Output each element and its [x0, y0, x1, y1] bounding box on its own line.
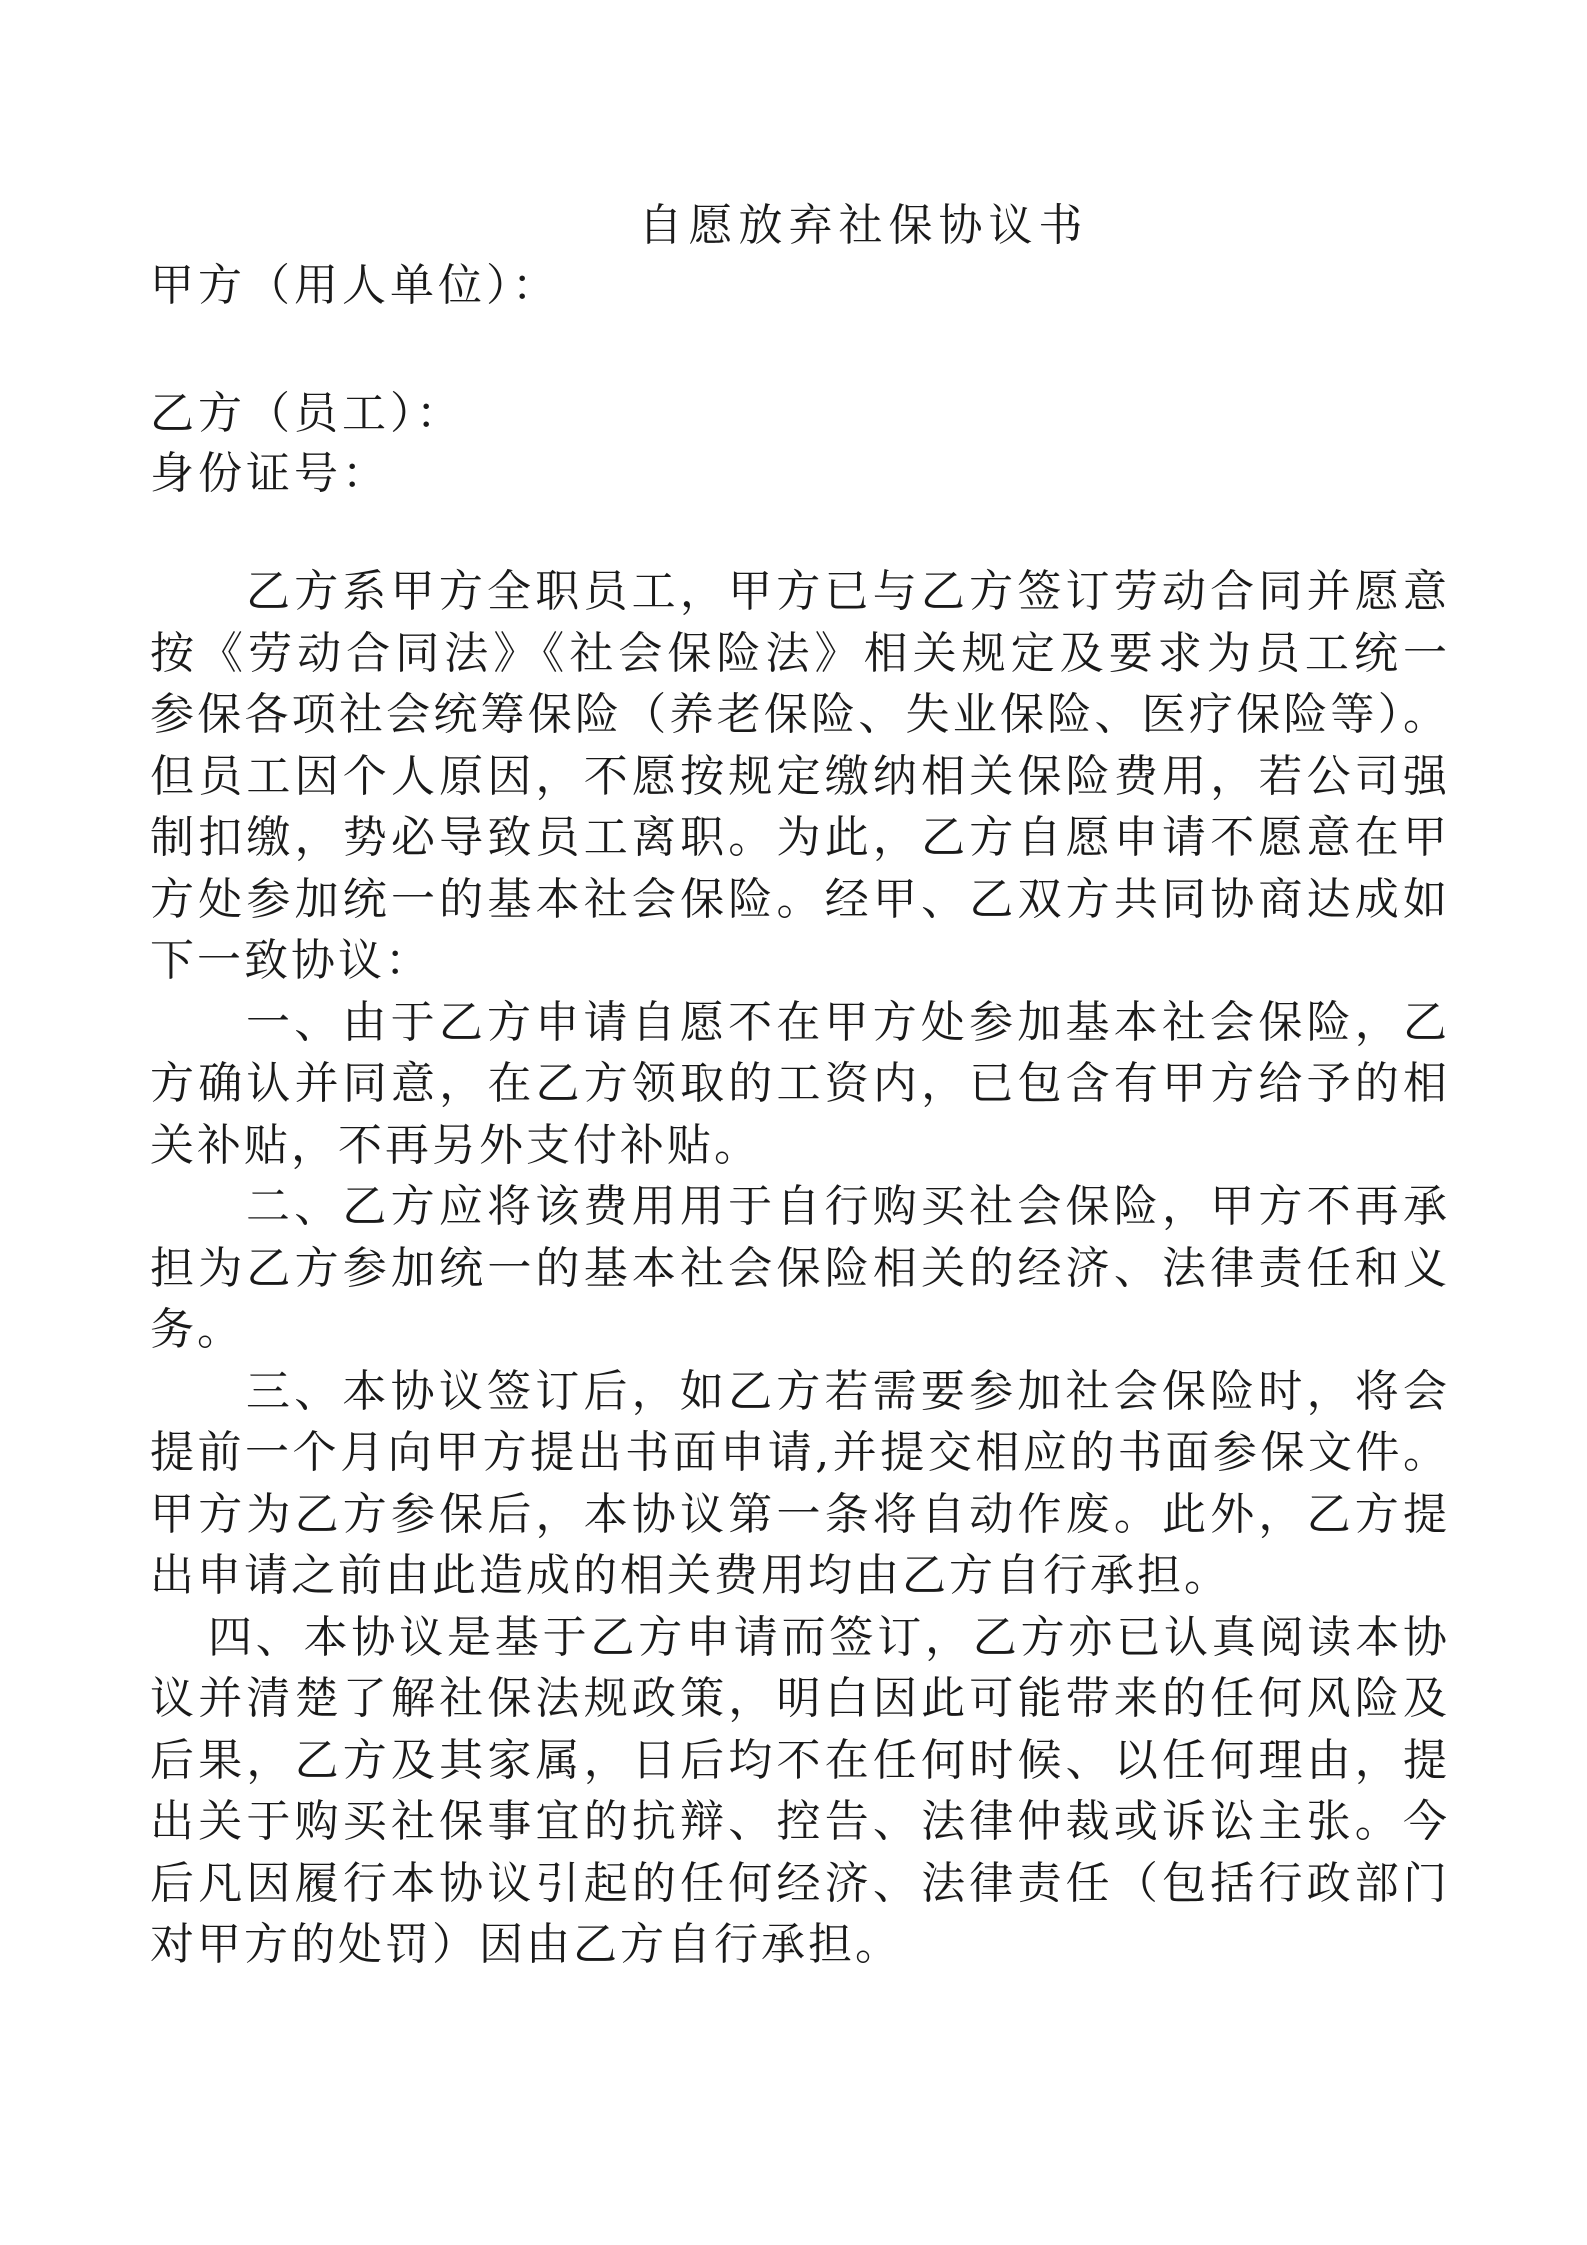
- document-title: 自愿放弃社保协议书: [638, 200, 1089, 251]
- clause-4-line: 四、本协议是基于乙方申请而签订，乙方亦已认真阅读本协: [208, 1611, 1450, 1663]
- clause-4-line: 出关于购买社保事宜的抗辩、控告、法律仲裁或诉讼主张。今: [150, 1796, 1450, 1847]
- clause-4-line: 后凡因履行本协议引起的任何经济、法律责任（包括行政部门: [150, 1857, 1450, 1909]
- clause-3-line: 出申请之前由此造成的相关费用均由乙方自行承担。: [150, 1550, 1231, 1601]
- clause-3-line: 提前一个月向甲方提出书面申请,并提交相应的书面参保文件。: [150, 1427, 1450, 1478]
- body-line: 按《劳动合同法》《社会保险法》相关规定及要求为员工统一: [150, 627, 1450, 679]
- body-line: 方处参加统一的基本社会保险。经甲、乙双方共同协商达成如: [150, 873, 1450, 925]
- body-line: 参保各项社会统筹保险（养老保险、失业保险、医疗保险等）。: [150, 689, 1450, 740]
- body-line: 但员工因个人原因，不愿按规定缴纳相关保险费用，若公司强: [150, 750, 1450, 802]
- clause-3-line: 三、本协议签订后，如乙方若需要参加社会保险时，将会: [246, 1365, 1450, 1417]
- body-line: 下一致协议：: [150, 935, 432, 986]
- party-b-label: 乙方（员工）：: [150, 388, 464, 439]
- clause-1-line: 一、由于乙方申请自愿不在甲方处参加基本社会保险，乙: [246, 996, 1450, 1048]
- clause-1-line: 方确认并同意，在乙方领取的工资内，已包含有甲方给予的相: [150, 1058, 1450, 1109]
- clause-3-line: 甲方为乙方参保后，本协议第一条将自动作废。此外，乙方提: [150, 1488, 1450, 1540]
- id-number-label: 身份证号：: [150, 448, 390, 499]
- clause-2-line: 二、乙方应将该费用用于自行购买社会保险，甲方不再承: [246, 1181, 1450, 1232]
- clause-4-line: 后果，乙方及其家属，日后均不在任何时候、以任何理由，提: [150, 1734, 1450, 1786]
- clause-2-line: 担为乙方参加统一的基本社会保险相关的经济、法律责任和义: [150, 1242, 1450, 1294]
- party-a-label: 甲方（用人单位）：: [150, 260, 560, 311]
- body-line: 乙方系甲方全职员工，甲方已与乙方签订劳动合同并愿意: [246, 566, 1450, 617]
- clause-4-line: 议并清楚了解社保法规政策，明白因此可能带来的任何风险及: [150, 1673, 1450, 1724]
- agreement-body: [150, 561, 1450, 1976]
- clause-1-line: 关补贴，不再另外支付补贴。: [150, 1119, 761, 1171]
- clause-2-line: 务。: [150, 1304, 244, 1355]
- clause-4-line: 对甲方的处罚）因由乙方自行承担。: [150, 1919, 902, 1970]
- body-line: 制扣缴，势必导致员工离职。为此，乙方自愿申请不愿意在甲: [150, 812, 1450, 863]
